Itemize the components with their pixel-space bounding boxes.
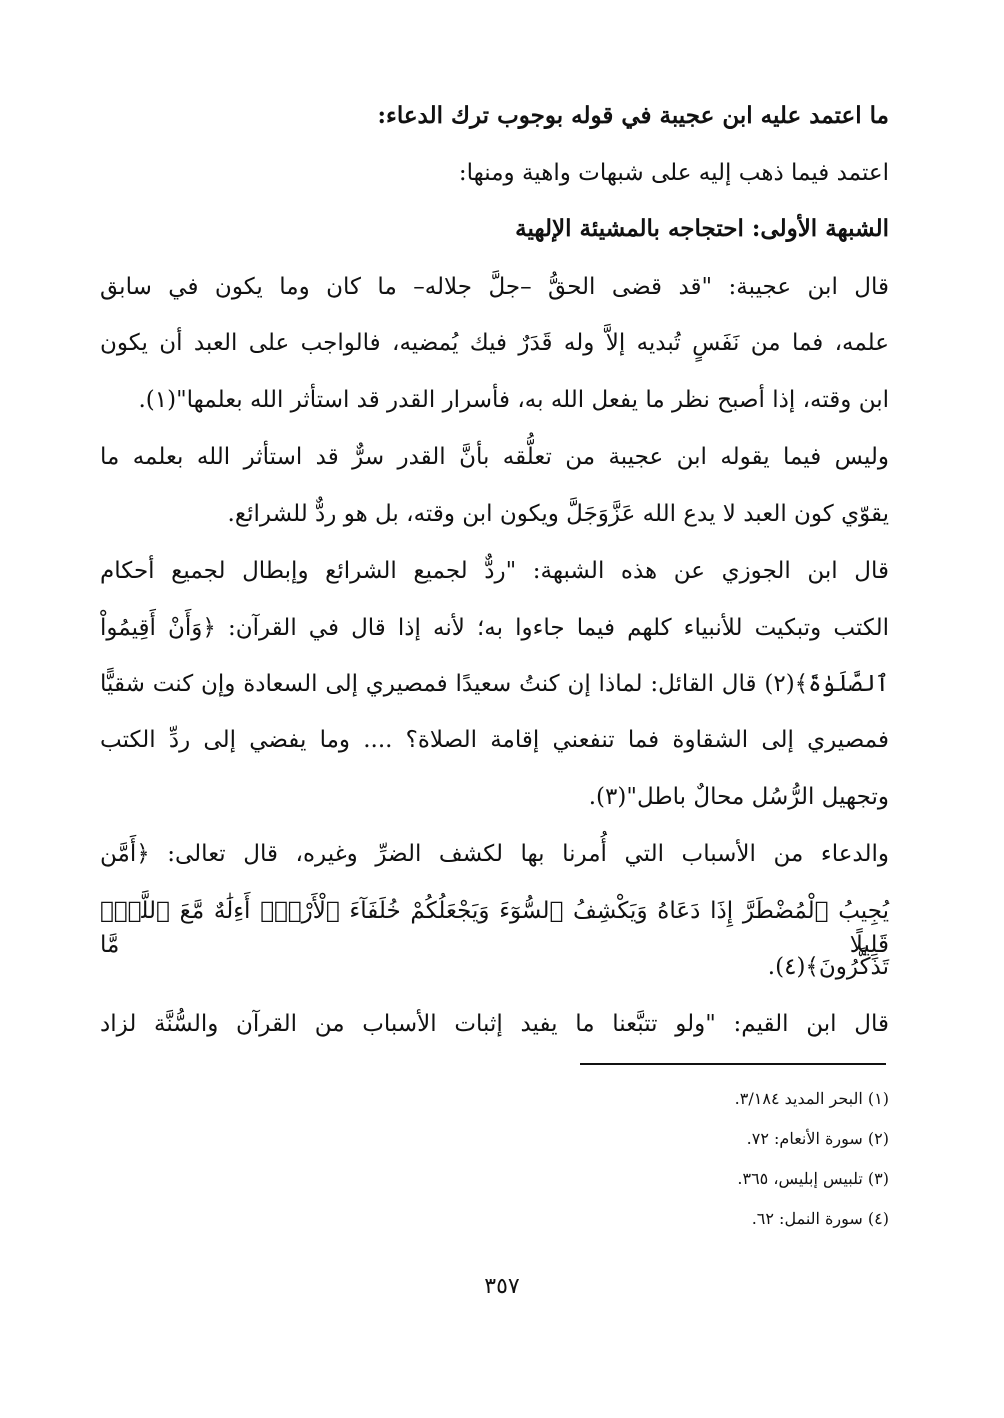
text-line-10: وتجهيل الرُّسُل محالٌ باطل"(٣). [588,784,889,810]
text-line-6: قال ابن الجوزي عن هذه الشبهة: "ردٌّ لجميع الشرائع وإبطال لجميع أحكام [100,558,889,584]
footnote-3: (٣) تلبيس إبليس، ٣٦٥. [737,1169,889,1188]
text-line-3: ابن وقته، إذا أصبح نظر ما يفعل الله به، فأسرار القدر قد استأثر الله بعلمها"(١). [138,387,889,413]
text-line-2: علمه، فما من نَفَسٍ تُبديه إلاَّ وله قَدَرٌ فيك يُمضيه، فالواجب على العبد أن يكون [100,330,889,356]
text-line-1: قال ابن عجيبة: "قد قضى الحقُّ –جلَّ جلاله– ما كان وما يكون في سابق [100,274,889,300]
text-line-8: ٱلصَّلَوٰةَ﴾(٢) قال القائل: لماذا إن كنتُ سعيدًا فمصيري إلى السعادة وإن كنت شقيًّا [100,671,889,697]
text-line-5: يقوّي كون العبد لا يدع الله عَزَّوَجَلَّ ويكون ابن وقته، بل هو ردٌّ للشرائع. [227,501,889,527]
text-line-11: والدعاء من الأسباب التي أُمرنا بها لكشف الضرِّ وغيره، قال تعالى: ﴿أَمَّن [100,841,889,867]
page-number: ٣٥٧ [484,1274,520,1299]
footnote-separator [580,1063,886,1065]
footnote-2: (٢) سورة الأنعام: ٧٢. [746,1129,889,1148]
subheading-label: الشبهة الأولى [760,215,889,242]
text-line-9: فمصيري إلى الشقاوة فما تنفعني إقامة الصلاة؟ .... وما يفضي إلى ردِّ الكتب [100,727,889,753]
text-line-4: وليس فيما يقوله ابن عجيبة من تعلُّقه بأنَّ القدر سرٌّ قد استأثر الله بعلمه ما [100,444,889,470]
text-line-7: الكتب وتبكيت للأنبياء كلهم فيما جاءوا به؛ لأنه إذا قال في القرآن: ﴿وَأَنْ أَقِيمُواْ [100,615,889,641]
footnote-1: (١) البحر المديد ٣/١٨٤. [734,1089,889,1108]
footnote-4: (٤) سورة النمل: ٦٢. [751,1209,889,1228]
intro-line: اعتمد فيما ذهب إليه على شبهات واهية ومنها: [458,160,889,186]
subheading [100,212,889,246]
subheading-title: : احتجاجه بالمشيئة الإلهية [515,215,761,242]
section-heading: ما اعتمد عليه ابن عجيبة في قوله بوجوب ترك الدعاء: [377,102,889,129]
text-line-13: تَذَكَّرُونَ﴾(٤). [767,954,889,980]
text-line-12: يُجِيبُ ٱلْمُضْطَرَّ إِذَا دَعَاهُ وَيَكْشِفُ ٱلسُّوٓءَ وَيَجْعَلُكُمْ خُلَفَآءَ ٱلْأَرْضِۗ أَءِلَٰهٌ مَّعَ ٱللَّهِۚ قَلِيلًا مَّا [100,898,889,958]
text-line-14: قال ابن القيم: "ولو تتبَّعنا ما يفيد إثبات الأسباب من القرآن والسُّنَّة لزاد [100,1011,889,1037]
